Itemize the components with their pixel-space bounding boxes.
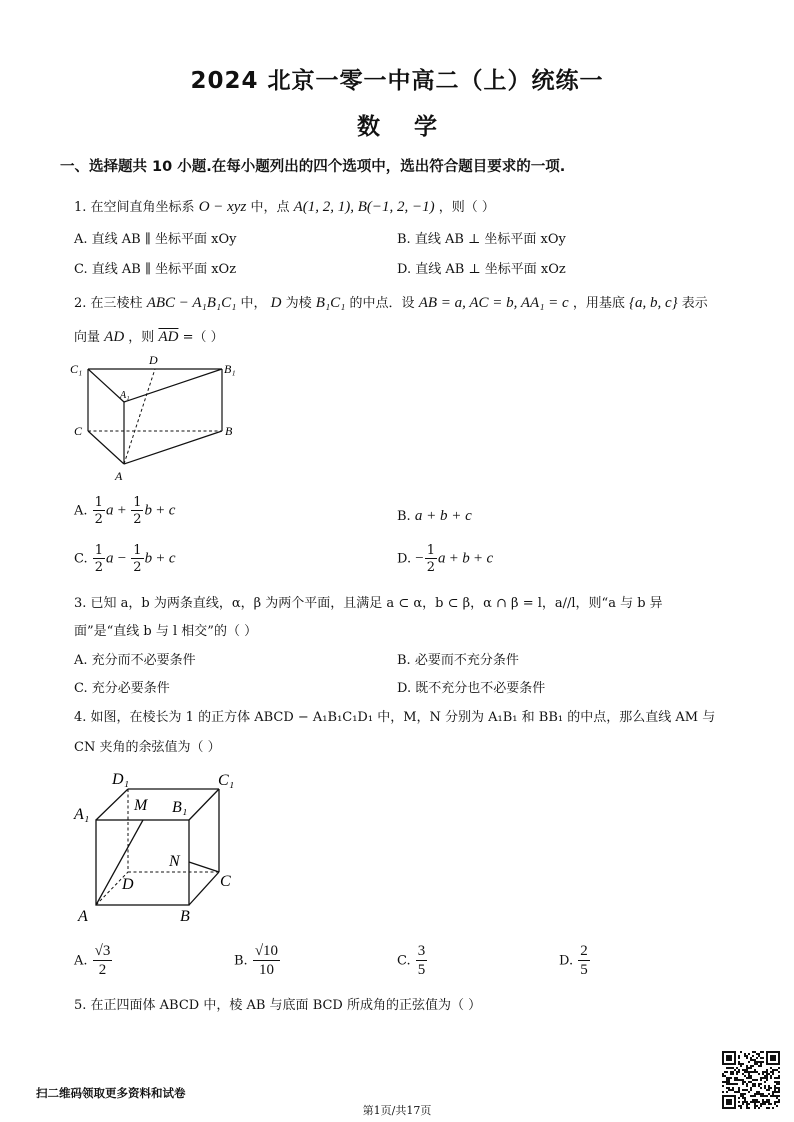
frac-den: 2: [94, 512, 103, 527]
q1-option-d: D. 直线 AB ⊥ 坐标平面 xOz: [397, 262, 566, 277]
frac-num: 1: [133, 495, 142, 510]
q2-option-c: C. $\frac{1}{2}$ a − $\frac{1}{2}$ b + c: [74, 543, 176, 575]
q2-option-b: [397, 508, 472, 525]
fraction-half: [131, 496, 143, 526]
label-b: B: [180, 908, 190, 925]
frac-num: 1: [426, 543, 435, 558]
q3-option-c: C. 充分必要条件: [74, 681, 170, 696]
q2-text: 向量: [74, 330, 101, 345]
frac-den: 2: [98, 962, 107, 978]
edge-a1b1: [124, 369, 222, 402]
prism-figure: [68, 352, 248, 487]
q2-option-b-expr: a + b + c: [414, 508, 472, 524]
label-b1: B₁: [172, 799, 188, 816]
fraction-half: [425, 544, 437, 574]
q2-option-a-letter: A.: [74, 503, 88, 519]
q3-option-d: D. 既不充分也不必要条件: [397, 681, 546, 696]
fraction: [93, 944, 113, 978]
frac-num: 2: [580, 943, 588, 959]
fraction-half: [93, 544, 105, 574]
q4-option-a-letter: A.: [74, 953, 88, 969]
frac-den: 2: [426, 560, 435, 575]
question-2-line-2: [74, 326, 224, 346]
fraction: [578, 944, 590, 978]
q2-option-d-letter: D.: [397, 551, 412, 567]
q2-point-d: D: [270, 295, 282, 311]
question-3-line-1: 3. 已知 a，b 为两条直线，α，β 为两个平面，且满足 a ⊂ α，b ⊂ β，α ∩ β = l，a//l，则“a 与 b 异: [74, 596, 663, 611]
footer-qr-caption: 扫二维码领取更多资料和试卷: [36, 1086, 186, 1100]
q1-option-c: C. 直线 AB ∥ 坐标平面 xOz: [74, 262, 237, 277]
cube-figure: [68, 762, 248, 932]
label-a1: A₁: [74, 806, 90, 823]
section-heading: 一、选择题共 10 小题.在每小题列出的四个选项中，选出符合题目要求的一项.: [60, 159, 566, 175]
segment-am: [96, 820, 143, 905]
qr-code-icon[interactable]: [722, 1051, 780, 1109]
q4-option-a: [74, 944, 113, 978]
frac-den: 2: [94, 560, 104, 575]
fraction-half: [131, 544, 143, 574]
page-title: 2024 北京一零一中高二（上）统练一: [190, 68, 604, 94]
label-c: C: [74, 424, 83, 438]
question-2-line-1: [74, 292, 708, 312]
subject-title: 数学: [357, 114, 471, 140]
question-5-line-1: 5. 在正四面体 ABCD 中，棱 AB 与底面 BCD 所成角的正弦值为（ ）: [74, 998, 482, 1013]
label-n: N: [169, 853, 180, 870]
q2-prism-name: ABC − A₁B₁C₁: [146, 295, 237, 311]
q2-text: ，则: [128, 330, 155, 345]
question-4-line-2: CN 夹角的余弦值为（ ）: [74, 740, 221, 755]
q2-text: 的中点．设: [349, 296, 415, 311]
q2-vector-ad: AD: [104, 329, 125, 345]
question-4-line-1: 4. 如图，在棱长为 1 的正方体 ABCD − A₁B₁C₁D₁ 中，M，N 分别为 A₁B₁ 和 BB₁ 的中点，那么直线 AM 与: [74, 710, 716, 725]
fraction: [253, 944, 280, 978]
segment-ad-hidden: [124, 369, 155, 464]
edge-b1c1: [189, 789, 219, 820]
segment-nc: [189, 862, 219, 872]
label-b: B: [225, 424, 233, 438]
q2-option-b-letter: B.: [397, 509, 411, 524]
q2-basis: {a, b, c}: [629, 295, 678, 311]
q2-edge: B₁C₁: [315, 295, 346, 311]
edge-a1d1: [96, 789, 128, 820]
q4-option-d: [559, 944, 591, 978]
q2-vector-defs: AB = a, AC = b, AA₁ = c: [418, 295, 569, 311]
label-c1: C₁: [218, 772, 235, 789]
label-d: D: [149, 353, 158, 367]
frac-den: 2: [133, 560, 142, 575]
label-a: A: [78, 908, 88, 925]
label-a1: A₁: [120, 390, 130, 401]
edge-ca: [88, 431, 124, 464]
q1-points: A(1, 2, 1), B(−1, 2, −1): [293, 199, 435, 215]
label-m: M: [134, 797, 148, 814]
q4-option-c-letter: C.: [397, 953, 411, 969]
q2-text: ，用基底: [572, 296, 625, 311]
frac-num: √10: [254, 943, 279, 959]
label-a: A: [115, 469, 123, 483]
fraction-half: [93, 496, 105, 526]
frac-num: 1: [94, 495, 103, 510]
q2-text: 中，: [240, 296, 267, 311]
frac-num: 1: [133, 543, 142, 558]
question-1-stem: [74, 196, 495, 216]
q4-option-c: [397, 944, 428, 978]
q2-option-d: D. − $\frac{1}{2}$ a + b + c: [397, 543, 494, 575]
q3-option-b: B. 必要而不充分条件: [397, 653, 519, 668]
frac-den: 10: [258, 962, 274, 978]
frac-num: 1: [94, 543, 104, 558]
label-c1: C₁: [70, 362, 83, 376]
label-d1: D₁: [112, 771, 130, 788]
edge-c1a1: [88, 369, 124, 402]
q4-option-d-letter: D.: [559, 953, 574, 969]
fraction: [416, 944, 428, 978]
label-d: D: [122, 876, 134, 893]
q3-option-a: A. 充分而不必要条件: [74, 653, 196, 668]
edge-ab: [124, 431, 222, 464]
q2-text: =（ ）: [182, 330, 224, 345]
q2-text: 2. 在三棱柱: [74, 296, 143, 311]
q2-text: 表示: [681, 296, 708, 311]
q2-text: 为棱: [285, 296, 312, 311]
q1-option-b: B. 直线 AB ⊥ 坐标平面 xOy: [397, 232, 566, 247]
q1-stem-text: 中，点: [250, 200, 290, 215]
q1-stem-text: 1. 在空间直角坐标系: [74, 200, 195, 215]
frac-num: 3: [417, 943, 426, 959]
q2-option-a: A. $\frac{1}{2}$ a + $\frac{1}{2}$ b + c: [74, 495, 176, 527]
question-3-line-2: 面”是“直线 b 与 l 相交”的（ ）: [74, 624, 258, 639]
page-number: 第1页/共17页: [362, 1104, 432, 1117]
q2-option-c-letter: C.: [74, 551, 88, 567]
label-c: C: [220, 873, 231, 890]
q2-vector-ad-overline: $\overline{AD}$: [158, 329, 179, 345]
frac-den: 5: [417, 962, 426, 978]
q1-coordinate-system: O − xyz: [198, 199, 247, 215]
frac-den: 2: [133, 512, 142, 527]
q4-option-b: [234, 944, 281, 978]
q4-option-b-letter: B.: [234, 953, 248, 969]
q1-option-a: A. 直线 AB ∥ 坐标平面 xOy: [74, 232, 237, 247]
label-b1: B₁: [224, 362, 236, 376]
frac-den: 5: [580, 962, 588, 978]
q1-stem-text: ，则（ ）: [438, 200, 495, 215]
frac-num: √3: [94, 943, 111, 959]
edge-bc: [189, 872, 219, 905]
